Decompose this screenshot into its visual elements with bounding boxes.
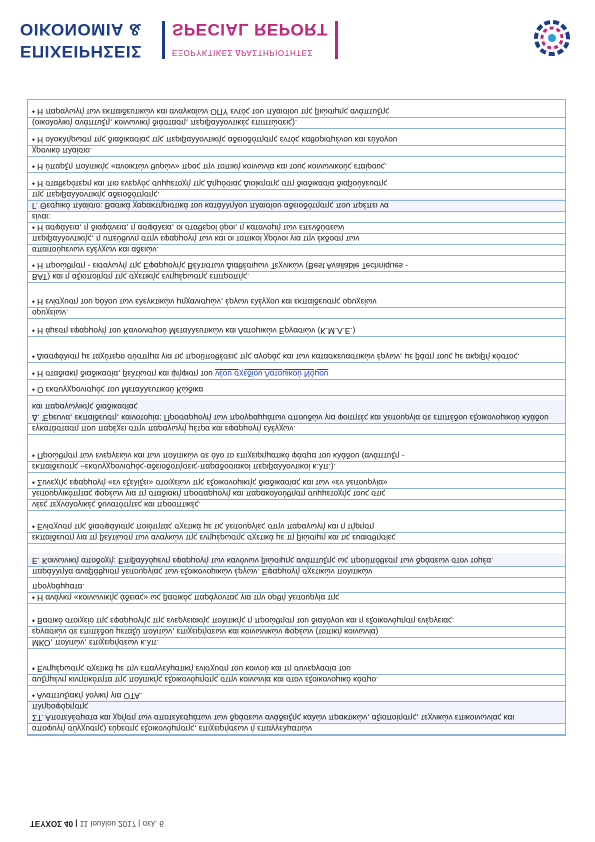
table-row: παράλληλα αναβάθμιση λειτουργίας των εξοικονομικών έργων. Εφαρμογή σχετικών πολιτικών (28, 565, 565, 579)
table-row: • Η άμεση εφαρμογή του Κανονισμού Μεταλλευτικών και Λατομικών Εργασιών (Κ.Μ.Λ.Ε.) (28, 324, 565, 338)
table-row: • Η παραγωγή των εκπαιδευτικών και αναγκαίων ΟΠΥ εντός του πλαισίου της βιώσιμης ανάπτυξης (28, 105, 565, 119)
table-row: • Διασφάλιση με ταχύτερο σύστημα για τις προϋποθέσεις της αγοράς και των κατασκευαστικών έργων, με βάση τους με ακριβή κόστος. (28, 350, 565, 364)
table-row: Ε. Κοινωνική αποδοχή: Επιβαλλόμενη εφαρμογή των κανόνων βιώσιμης ανάπτυξης ως προϋπόθεση των δράσεων στον τομέα. (28, 554, 565, 568)
table-row (28, 367, 565, 381)
footer-divider-magenta (335, 21, 338, 59)
table-row: ΒΑΤ) και η αξιοποίηση της σχετικής ενημέρωσης επιτροπής. (28, 270, 565, 284)
table-row: ΜΚΟ, πολιτών, επιχειρήσεων κ.λπ. (28, 636, 565, 650)
table-row: της περιβαλλοντικής αδειοδότησης. (28, 188, 565, 202)
table-row: • Η ενίσχυση του ρόλου των ελεγκτικών μηχανισμών, έργων ελέγχου και εκπαίδευσης ορυχείων (28, 295, 565, 309)
table-row: αυξημένη κινητικότητα της πολιτικής εξοικονόμησης στην κοινωνία και στον εξοικονομικό κόσμο. (28, 673, 565, 687)
table-row: • Η ύπαρξη πολιτικής «ανοικτών θυρών» προς την τοπική κοινωνία και τους κοινωνικούς εταίρους. (28, 160, 565, 174)
content-table (27, 99, 566, 736)
table-row: • Ενίσχυση της διασφάλισης ποιότητας σχετικά με τις λειτουργίες στην παραγωγή και η τήρηση (28, 520, 565, 534)
report-logo-icon (532, 18, 572, 58)
table-row: χρονικό πλαίσιο. (28, 144, 565, 158)
table-row: αποφυγή σύγχυσης) εύρεσης εξοικονόμησης, επιχειρήσεων ή επαγγελματιών (28, 722, 565, 736)
table-row: απαιτούμενων ελέγχων και αδειών. (28, 243, 565, 257)
table-row: λειτουργικότητας φορέων για τη σταδιακή προσαρμογή και παρακολούθηση συμμετοχής τους στις (28, 487, 565, 501)
brand-line-2: ΟΙΚΟΝΟΜΙΑ & (20, 20, 142, 39)
law-item-text: • Η σταδιακή διαδικασία, βελτίωση και ψήφιση του (32, 369, 216, 378)
table-row: νέες τεχνολογικές δυνατότητες και προοπτικές. (28, 498, 565, 512)
report-subtitle: ΕΞΟΡΥΚΤΙΚΕΣ ΔΡΑΣΤΗΡΙΟΤΗΤΕΣ (172, 48, 313, 57)
table-row: • Βασικό στοιχείο της εφαρμογής της ενεργειακής πολιτικής η προώθηση του διαλόγου και η εξοικονόμηση ενέργειας. (28, 614, 565, 628)
table-row: • Η ασφάλεια, η διαφάνεια, η ασφάλεια, οι σταθεροί όροι, η κατανομή των επενδύσεων (28, 221, 565, 235)
table-row: εκπαίδευσης –εκσυγχρονισμός-αδειοδοτήσεις-παραδοσιακοί περιβαλλοντικοί κ.λπ.). (28, 460, 565, 474)
table-row: • Η σταθερότερη και πιο ενεργός συμμετοχή της Δημόσιας Διοίκησης στη διαδικασία διαβούλευσης (28, 177, 565, 191)
table-row: • Η προώθηση - εισαγωγή της Εφαρμογής Βέλτιστων Διαθέσιμων Τεχνικών (Best Available Techniques - (28, 259, 565, 273)
issue-number: ΤΕΥΧΟΣ 40 | (30, 819, 78, 828)
issue-header (30, 819, 164, 828)
table-row: είναι: (28, 210, 565, 224)
table-row: εγκατάσταση που παρέχει στην παραγωγή μέτρα και εφαρμογή ελέγχων. (28, 422, 565, 436)
table-row: • Η ολοκλήρωση της διαδικασίας της περιβαλλοντικής αδειοδότησης εντός καθορισμένου και εύλογου (28, 133, 565, 147)
table-row: • Συνεχής εφαρμογή «εν εξελίξει» στοιχείων της εξοικονομικής διαδικασίας και των «εν λειτουργία» (28, 476, 565, 490)
table-row: εκπαίδευση για τη βελτίωση των αναγκών της ενημέρωσης σχετικά με τη βιώσιμη και τις ευαισθησίες (28, 531, 565, 545)
table-row: περιβαλλοντικής, η υπεύθυνη στην εφαρμογή των και οι τοπικοί χρόνοι για την έκδοση των (28, 232, 565, 246)
draft-law-link[interactable]: νέου σχεδίου Λατομικού Νόμου (215, 369, 329, 378)
table-row: Δ. Έρευνα, εκπαίδευση, καινοτομία: Προσαρμογή των προγραμμάτων σπουδών για φοιτητές και λειτουργία σε επιπέδου εξοικονομικού κλάδου και παραγωγικής διαδικασίας (28, 400, 565, 424)
table-row: • Ενημέρωσης σχετικά με την επαγγελματική ενίσχυση του κοινού και τη συνεργασία του (28, 662, 565, 676)
table-row: • Η ανάγκη «κοινωνικής άδειας» ως βασικός παράγοντας για την ορθή λειτουργία της (28, 591, 565, 605)
table-row: (οικολογική ανάπτυξη, κοινωνική διάσταση, περιβαλλοντικές επιπτώσεις). (28, 116, 565, 130)
issue-date-page: 11 Ιουλίου 2017 | σελ. 6 (77, 819, 164, 828)
footer-divider-blue (162, 21, 165, 59)
table-row: • Ο εκσυγχρονισμός του Μεταλλευτικού Κώδικα (28, 383, 565, 397)
table-row: Γ. Θεσμικό πλαίσιο: Βασικά χαρακτηριστικά του κατάλληλου πλαισίου αδειοδότησης που πρέπει να (28, 199, 565, 213)
table-row: • Αναπτυξιακή λογική για ΟΤΑ. (28, 689, 565, 703)
report-title: SPECIAL REPORT (172, 20, 328, 39)
table-row: ορυχείων. (28, 306, 565, 320)
table-row: προγράμματα. (28, 580, 565, 594)
table-row: • Προώθηση των ενεργειών και των πολιτικών σε όλο το επιχειρηματικό φάσμα του κλάδου (ανάπτυξη - (28, 449, 565, 463)
table-row: ΣΤ. Αποτελέσματα και χρήση των αποτελεσμάτων των δράσεων ανάδειξης καλών πρακτικών, αξιοποίησης, τεχνικών επικοινωνίας και πληροφόρησης (28, 700, 565, 724)
table-row: εργασιών σε επιπέδου μεταξύ πολιτών, επιχειρήσεων και κοινωνικών φορέων (τοπική κοινωνία) (28, 625, 565, 639)
brand-line-1: ΕΠΙΧΕΙΡΗΣΕΙΣ (20, 42, 142, 61)
